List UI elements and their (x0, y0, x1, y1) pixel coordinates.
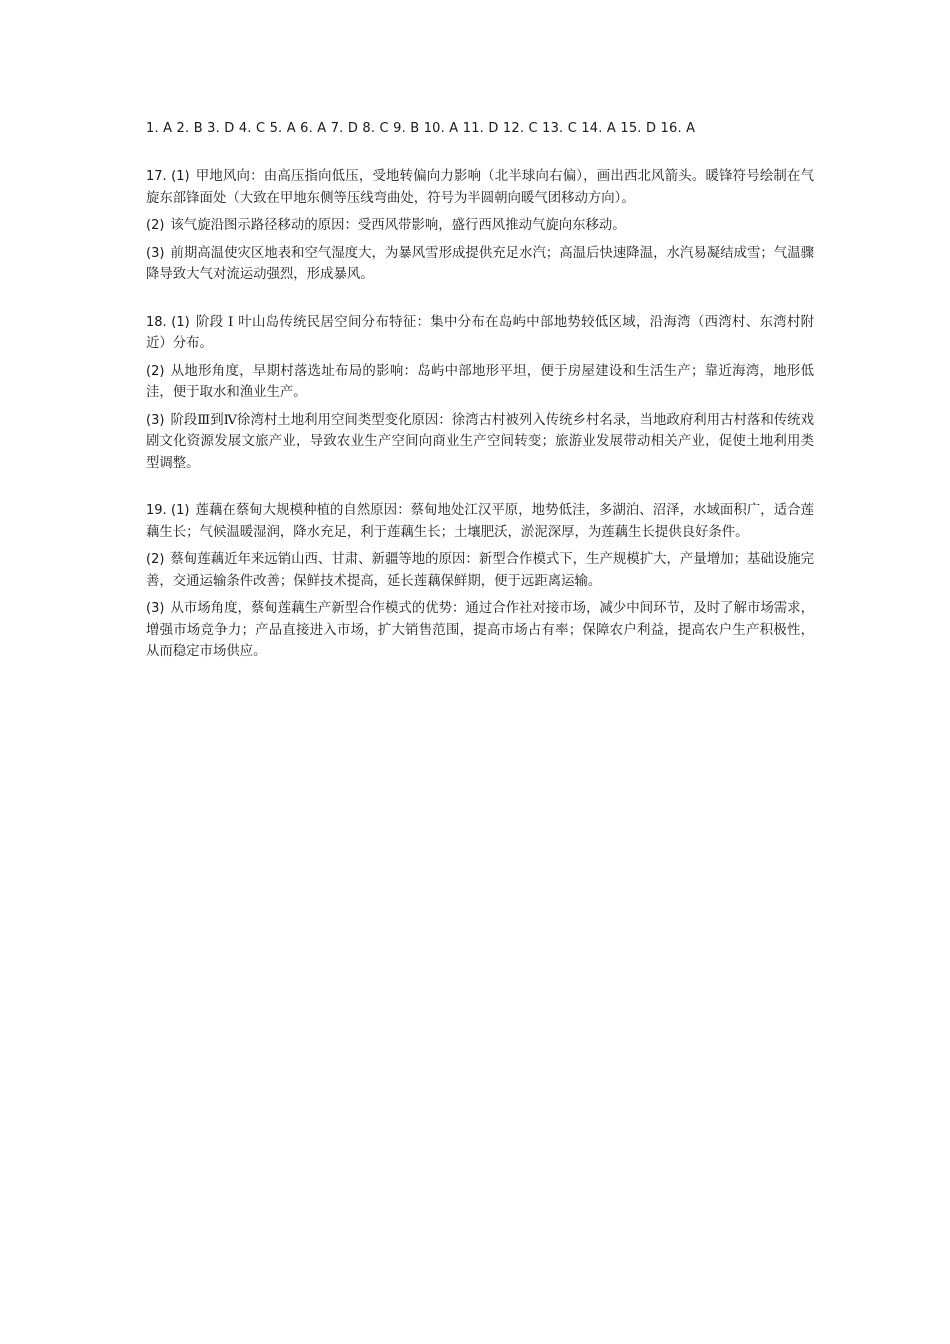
answer-sheet (146, 118, 814, 663)
q18-part-3-text: 阶段Ⅲ到Ⅳ徐湾村土地利用空间类型变化原因：徐湾古村被列入传统乡村名录，当地政府利用古村落和传统戏剧文化资源发展文旅产业，导致农业生产空间向商业生产空间转变；旅游业发展带动相关产业，促使土地利用类型调整。 (146, 412, 814, 471)
q17-part-2-text: 该气旋沿图示路径移动的原因：受西风带影响，盛行西风推动气旋向东移动。 (170, 218, 626, 233)
q17-part-1-label: (1) (171, 169, 190, 184)
q17-part-1-text: 甲地风向：由高压指向低压，受地转偏向力影响（北半球向右偏），画出西北风箭头。暖锋符号绘制在气旋东部锋面处（大致在甲地东侧等压线弯曲处，符号为半圆朝向暖气团移动方向）。 (146, 169, 815, 206)
question-19 (146, 500, 814, 663)
q18-part-2-text: 从地形角度，早期村落选址布局的影响：岛屿中部地形平坦，便于房屋建设和生活生产；靠近海湾，地形低洼，便于取水和渔业生产。 (146, 363, 814, 400)
q19-part-2 (146, 549, 814, 592)
q19-number: 19. (146, 503, 167, 518)
q19-part-1 (146, 500, 814, 543)
q18-number: 18. (146, 314, 167, 330)
q19-part-1-text: 莲藕在蔡甸大规模种植的自然原因：蔡甸地处江汉平原，地势低洼，多湖泊、沼泽，水域面积广，适合莲藕生长；气候温暖湿润，降水充足，利于莲藕生长；土壤肥沃，淤泥深厚，为莲藕生长提供良好条件。 (146, 503, 815, 540)
q19-part-3-label: (3) (146, 601, 165, 616)
q19-part-1-label: (1) (171, 503, 190, 518)
q17-part-2 (146, 215, 814, 237)
q18-part-1-text: 阶段 Ⅰ 叶山岛传统民居空间分布特征：集中分布在岛屿中部地势较低区域，沿海湾（西湾村、东湾村附近）分布。 (146, 314, 814, 351)
q18-part-1 (146, 312, 814, 355)
q18-part-3 (146, 410, 814, 475)
q17-part-3-text: 前期高温使灾区地表和空气湿度大，为暴风雪形成提供充足水汽；高温后快速降温，水汽易凝结成雪；气温骤降导致大气对流运动强烈，形成暴风。 (146, 245, 814, 282)
question-17 (146, 166, 814, 286)
question-18 (146, 312, 814, 475)
q17-part-3 (146, 243, 814, 286)
multiple-choice-answers: 1. A 2. B 3. D 4. C 5. A 6. A 7. D 8. C 9. B 10. A 11. D 12. C 13. C 14. A 15. D 16. A (146, 121, 696, 136)
q18-part-1-label: (1) (171, 314, 190, 330)
q18-part-2 (146, 361, 814, 404)
q17-part-1 (146, 166, 814, 209)
q17-part-3-label: (3) (146, 245, 165, 261)
q17-part-2-label: (2) (146, 218, 165, 233)
q19-part-2-label: (2) (146, 552, 165, 567)
q19-part-3 (146, 598, 814, 663)
q19-part-2-text: 蔡甸莲藕近年来远销山西、甘肃、新疆等地的原因：新型合作模式下，生产规模扩大，产量增加；基础设施完善，交通运输条件改善；保鲜技术提高，延长莲藕保鲜期，便于远距离运输。 (146, 552, 814, 589)
q17-number: 17. (146, 169, 167, 184)
q18-part-2-label: (2) (146, 363, 165, 379)
q18-part-3-label: (3) (146, 412, 165, 428)
q19-part-3-text: 从市场角度，蔡甸莲藕生产新型合作模式的优势：通过合作社对接市场，减少中间环节，及时了解市场需求，增强市场竞争力；产品直接进入市场，扩大销售范围，提高市场占有率；保障农户利益，提高农户生产积极性，从而稳定市场供应。 (146, 601, 814, 659)
